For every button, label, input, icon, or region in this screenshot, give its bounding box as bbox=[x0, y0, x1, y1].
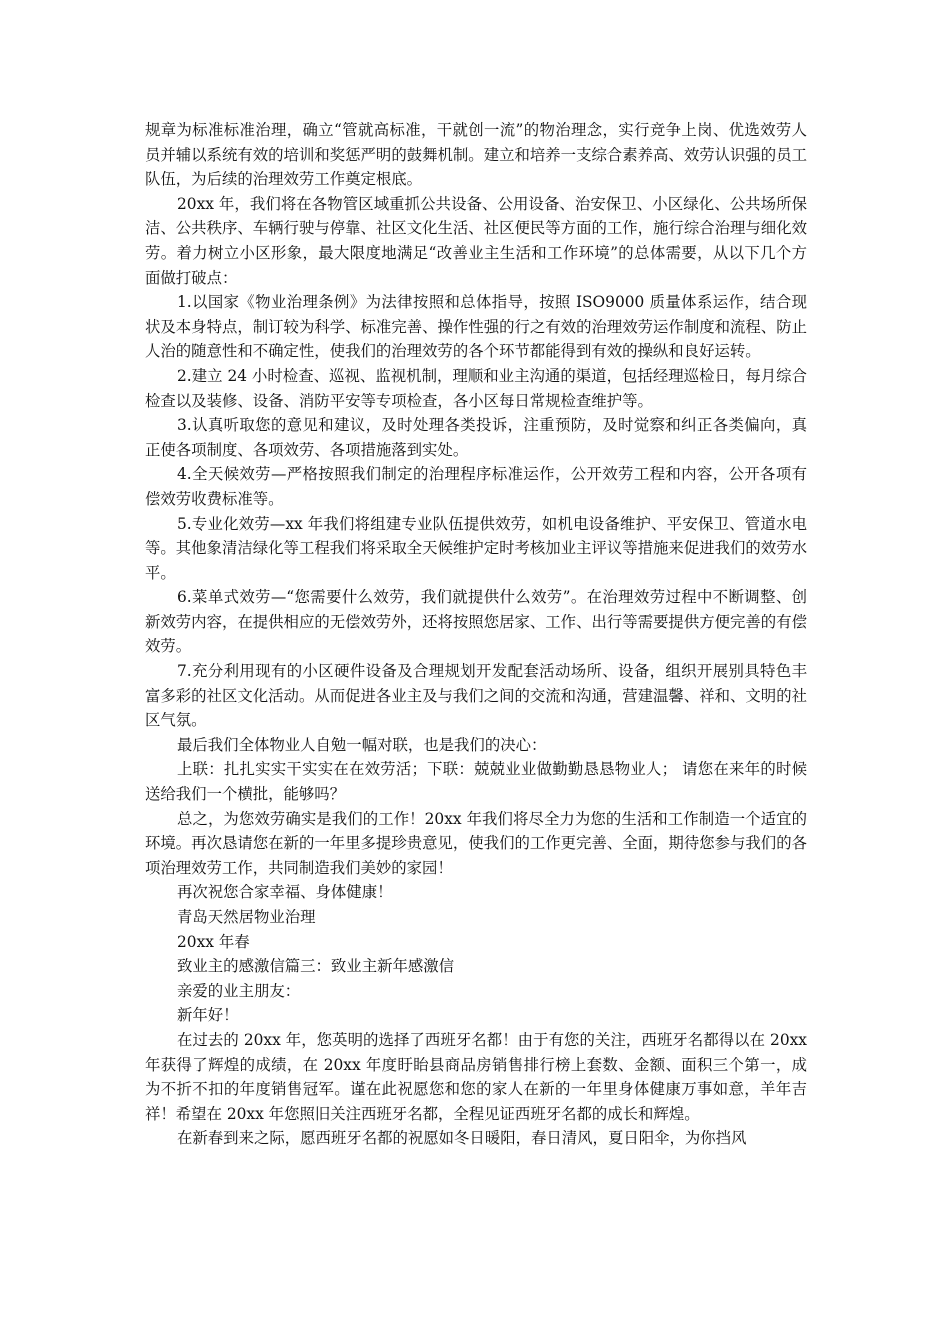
greeting: 新年好！ bbox=[177, 1006, 239, 1025]
list-item-3: 3.认真听取您的意见和建议，及时处理各类投诉，注重预防，及时觉察和纠正各类偏向，真正使各项制度、各项效劳、各项措施落到实处。 bbox=[145, 416, 807, 459]
couplet-paragraph: 上联：扎扎实实干实实在在效劳活；下联：兢兢业业做勤勤恳恳物业人； 请您在来年的时候送给我们一个横批，能够吗？ bbox=[145, 760, 807, 804]
list-item-1: 1.以国家《物业治理条例》为法律按照和总体指导，按照 ISO9000 质量体系运作，结合现状及本身特点，制订较为科学、标准完善、操作性强的行之有效的治理效劳运作制度和流程、防止人治的随意性和不确定性，使我们的治理效劳的各个环节都能得到有效的操纵和良好运转。 bbox=[145, 293, 807, 361]
section-title: 致业主的感激信篇三：致业主新年感激信 bbox=[177, 957, 455, 976]
body-paragraph: 最后我们全体物业人自勉一幅对联，也是我们的决心： bbox=[177, 735, 547, 754]
body-paragraph: 在过去的 20xx 年，您英明的选择了西班牙名都！由于有您的关注，西班牙名都得以在 20xx 年获得了辉煌的成绩，在 20xx 年度盱眙县商品房销售排行榜上套数、金额、面积三个第一，成为不折不扣的年度销售冠军。谨在此祝愿您和您的家人在新的一年里身体健康万事如意，羊年吉祥！希望在 20xx 年您照旧关注西班牙名都，全程见证西班牙名都的成长和辉煌。 bbox=[145, 1030, 807, 1123]
signature-org: 青岛天然居物业治理 bbox=[177, 908, 316, 926]
body-paragraph: 在新春到来之际，愿西班牙名都的祝愿如冬日暖阳，春日清风，夏日阳伞，为你挡风 bbox=[177, 1129, 747, 1148]
document-body bbox=[145, 118, 807, 1151]
list-item-6: 6.菜单式效劳—“您需要什么效劳，我们就提供什么效劳”。在治理效劳过程中不断调整、创新效劳内容，在提供相应的无偿效劳外，还将按照您居家、工作、出行等需要提供方便完善的有偿效劳。 bbox=[145, 588, 807, 656]
body-paragraph: 规章为标准标准治理，确立“管就高标准，干就创一流”的物治理念，实行竞争上岗、优选效劳人员并辅以系统有效的培训和奖惩严明的鼓舞机制。建立和培养一支综合素养高、效劳认识强的员工队伍，为后续的治理效劳工作奠定根底。 bbox=[145, 121, 807, 189]
list-item-7: 7.充分利用现有的小区硬件设备及合理规划开发配套活动场所、设备，组织开展别具特色丰富多彩的社区文化活动。从而促进各业主及与我们之间的交流和沟通，营建温馨、祥和、文明的社区气氛。 bbox=[145, 662, 807, 730]
salutation: 亲爱的业主朋友： bbox=[177, 981, 301, 1000]
body-paragraph: 总之，为您效劳确实是我们的工作！20xx 年我们将尽全力为您的生活和工作制造一个适宜的环境。再次恳请您在新的一年里多提珍贵意见，使我们的工作更完善、全面，期待您参与我们的各项治理效劳工作，共同制造我们美妙的家园！ bbox=[145, 809, 807, 877]
signature-date: 20xx 年春 bbox=[177, 932, 250, 951]
body-paragraph: 20xx 年，我们将在各物管区域重抓公共设备、公用设备、治安保卫、小区绿化、公共场所保洁、公共秩序、车辆行驶与停靠、社区文化生活、社区便民等方面的工作，施行综合治理与细化效劳。着力树立小区形象，最大限度地满足“改善业主生活和工作环境”的总体需要，从以下几个方面做打破点： bbox=[145, 194, 807, 287]
list-item-4: 4.全天候效劳—严格按照我们制定的治理程序标准运作，公开效劳工程和内容，公开各项有偿效劳收费标准等。 bbox=[145, 465, 807, 508]
list-item-2: 2.建立 24 小时检查、巡视、监视机制，理顺和业主沟通的渠道，包括经理巡检日，每月综合检查以及装修、设备、消防平安等专项检查，各小区每日常规检查维护等。 bbox=[145, 366, 807, 410]
list-item-5: 5.专业化效劳—xx 年我们将组建专业队伍提供效劳，如机电设备维护、平安保卫、管道水电等。其他象清洁绿化等工程我们将采取全天候维护定时考核加业主评议等措施来促进我们的效劳水平。 bbox=[145, 514, 807, 582]
closing-wish: 再次祝您合家幸福、身体健康！ bbox=[177, 883, 393, 902]
